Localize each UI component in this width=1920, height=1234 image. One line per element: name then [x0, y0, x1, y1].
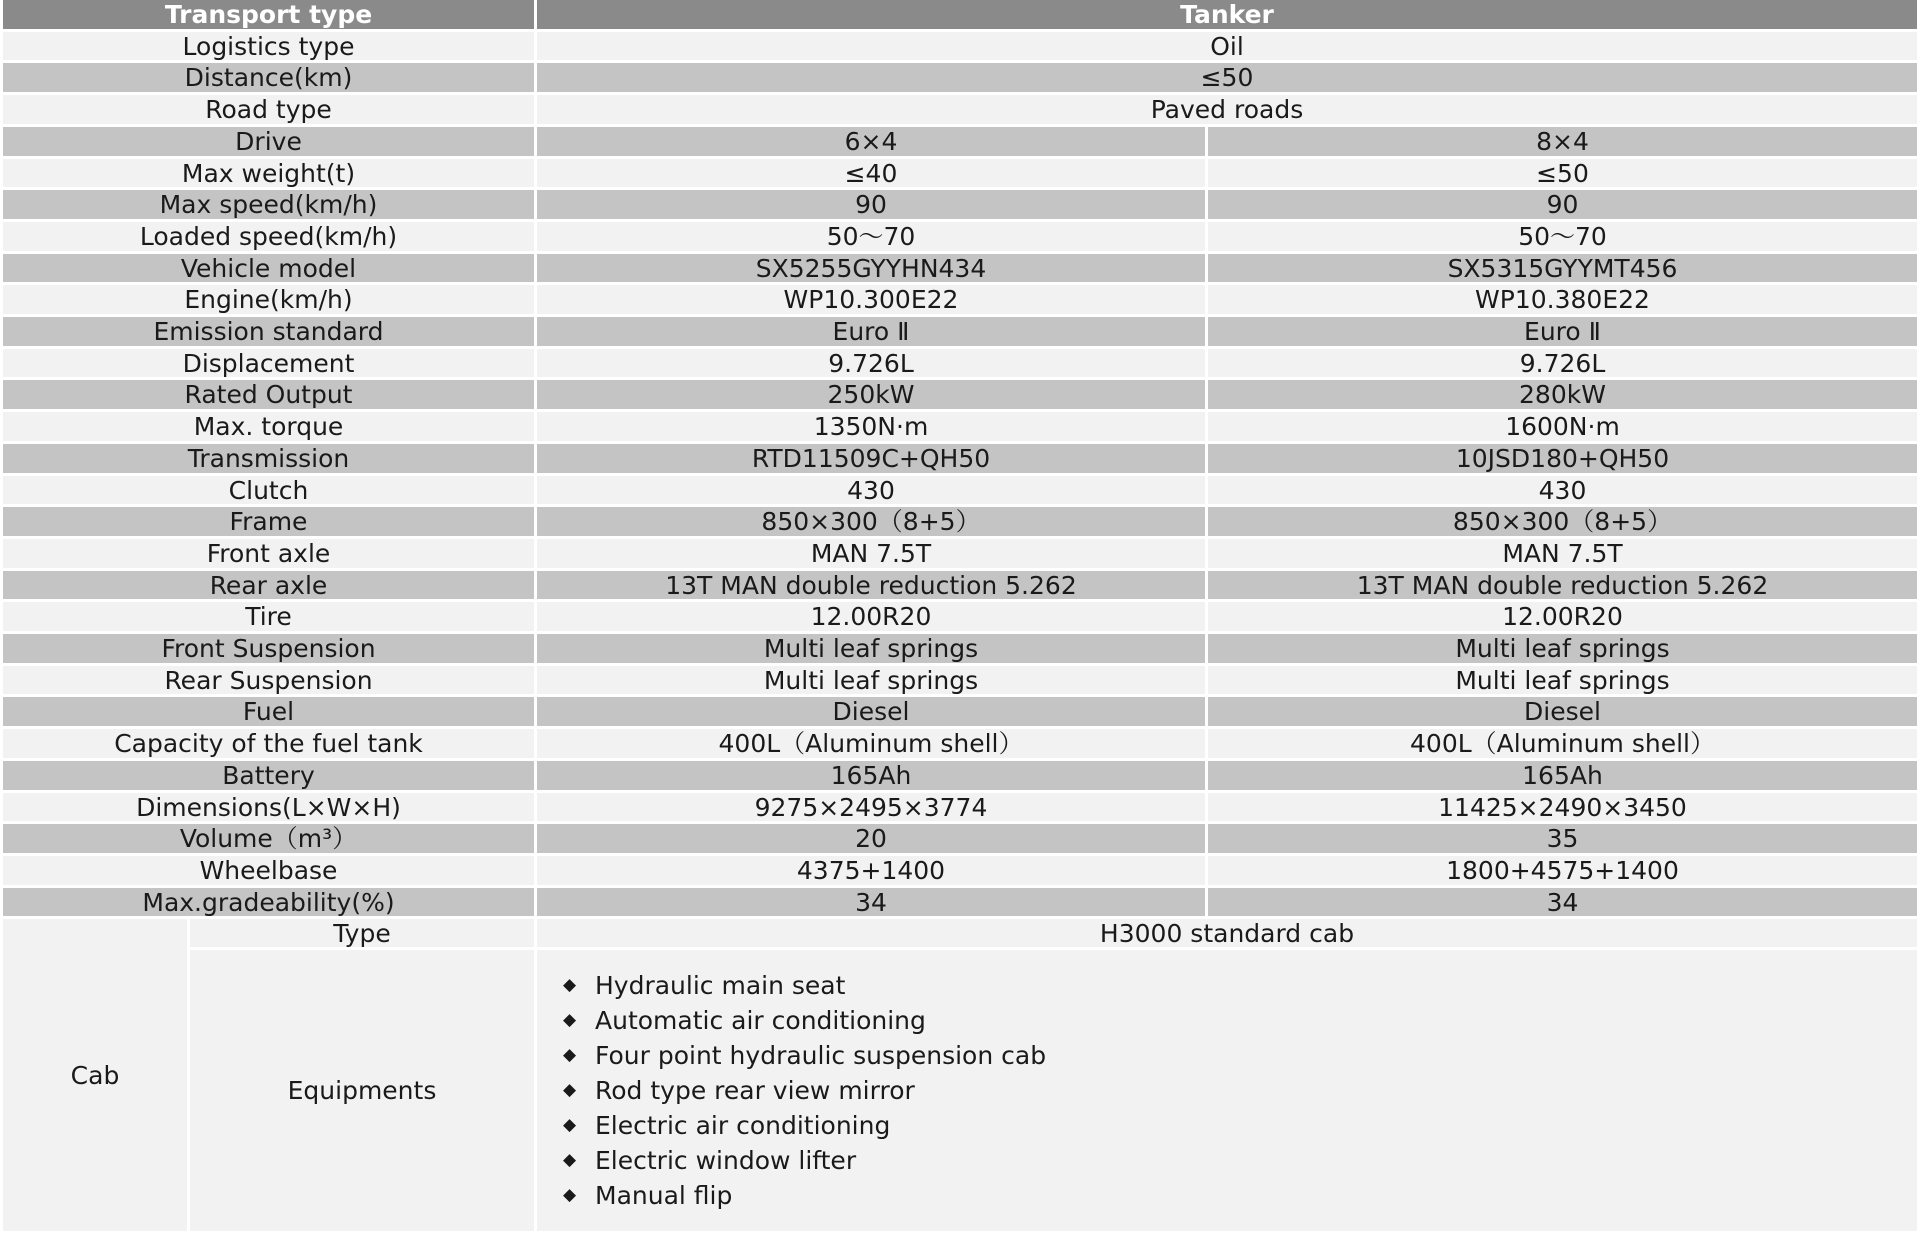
- row-label: Drive: [3, 127, 534, 156]
- equipment-item: [563, 1178, 1046, 1213]
- row-value-model-a: 20: [537, 824, 1205, 853]
- row-value-model-a: 250kW: [537, 380, 1205, 409]
- equipment-text: Automatic air conditioning: [595, 1006, 926, 1035]
- row-value-model-b: 34: [1208, 888, 1917, 916]
- row-value-model-b: 850×300（8+5）: [1208, 507, 1917, 536]
- equipment-text: Manual flip: [595, 1181, 733, 1210]
- row-value-model-b: Multi leaf springs: [1208, 634, 1917, 663]
- row-label: Max weight(t): [3, 159, 534, 187]
- row-value-model-a: MAN 7.5T: [537, 539, 1205, 568]
- equipment-text: Rod type rear view mirror: [595, 1076, 915, 1105]
- cab-label: Cab: [3, 919, 187, 1231]
- row-value-model-b: WP10.380E22: [1208, 285, 1917, 314]
- row-value-model-b: 13T MAN double reduction 5.262: [1208, 571, 1917, 599]
- row-value-model-a: 430: [537, 476, 1205, 504]
- row-label: Emission standard: [3, 317, 534, 346]
- row-value: Paved roads: [537, 95, 1917, 124]
- equipment-item: [563, 1073, 1046, 1108]
- row-value-model-a: 34: [537, 888, 1205, 916]
- equipment-item: [563, 968, 1046, 1003]
- row-value: ≤50: [537, 63, 1917, 92]
- row-value-model-b: 12.00R20: [1208, 602, 1917, 631]
- row-value-model-a: WP10.300E22: [537, 285, 1205, 314]
- row-label: Front axle: [3, 539, 534, 568]
- equipment-text: Electric window lifter: [595, 1146, 857, 1175]
- diamond-bullet-icon: ◆: [563, 1080, 577, 1100]
- cab-equipments-list: [537, 950, 1917, 1231]
- equipment-text: Electric air conditioning: [595, 1111, 891, 1140]
- row-value-model-b: 1600N·m: [1208, 412, 1917, 441]
- row-label: Max speed(km/h): [3, 190, 534, 219]
- row-value-model-a: Euro Ⅱ: [537, 317, 1205, 346]
- row-value-model-a: 13T MAN double reduction 5.262: [537, 571, 1205, 599]
- row-value-model-b: 9.726L: [1208, 349, 1917, 377]
- row-value-model-b: SX5315GYYMT456: [1208, 254, 1917, 282]
- cab-type-value: H3000 standard cab: [537, 919, 1917, 947]
- row-label: Rear axle: [3, 571, 534, 599]
- row-value-model-b: ≤50: [1208, 159, 1917, 187]
- equipment-list: [537, 968, 1046, 1213]
- row-label: Logistics type: [3, 32, 534, 60]
- row-label: Frame: [3, 507, 534, 536]
- header-value: Tanker: [537, 0, 1917, 29]
- diamond-bullet-icon: ◆: [563, 1150, 577, 1170]
- row-value-model-b: 50～70: [1208, 222, 1917, 251]
- row-value-model-a: 165Ah: [537, 761, 1205, 790]
- row-value-model-a: 90: [537, 190, 1205, 219]
- row-label: Loaded speed(km/h): [3, 222, 534, 251]
- row-label: Displacement: [3, 349, 534, 377]
- row-label: Engine(km/h): [3, 285, 534, 314]
- row-label: Clutch: [3, 476, 534, 504]
- row-label: Volume（m³）: [3, 824, 534, 853]
- row-value-model-b: 400L（Aluminum shell）: [1208, 729, 1917, 758]
- row-label: Max. torque: [3, 412, 534, 441]
- row-value-model-b: 430: [1208, 476, 1917, 504]
- row-value-model-a: 850×300（8+5）: [537, 507, 1205, 536]
- row-value-model-a: 1350N·m: [537, 412, 1205, 441]
- row-value-model-a: RTD11509C+QH50: [537, 444, 1205, 473]
- row-label: Fuel: [3, 697, 534, 726]
- row-value-model-a: 400L（Aluminum shell）: [537, 729, 1205, 758]
- diamond-bullet-icon: ◆: [563, 1010, 577, 1030]
- row-value-model-b: MAN 7.5T: [1208, 539, 1917, 568]
- row-value-model-b: Euro Ⅱ: [1208, 317, 1917, 346]
- row-value-model-a: Multi leaf springs: [537, 634, 1205, 663]
- cab-equipments-label: Equipments: [190, 950, 534, 1231]
- row-value-model-b: 35: [1208, 824, 1917, 853]
- row-value-model-a: 12.00R20: [537, 602, 1205, 631]
- equipment-item: [563, 1108, 1046, 1143]
- row-label: Wheelbase: [3, 856, 534, 885]
- row-value-model-b: Multi leaf springs: [1208, 666, 1917, 694]
- diamond-bullet-icon: ◆: [563, 975, 577, 995]
- row-value-model-a: Diesel: [537, 697, 1205, 726]
- row-value-model-b: 1800+4575+1400: [1208, 856, 1917, 885]
- header-label: Transport type: [3, 0, 534, 29]
- row-value-model-a: ≤40: [537, 159, 1205, 187]
- row-label: Distance(km): [3, 63, 534, 92]
- row-value-model-a: 9275×2495×3774: [537, 793, 1205, 821]
- equipment-text: Hydraulic main seat: [595, 971, 846, 1000]
- equipment-item: [563, 1143, 1046, 1178]
- row-label: Transmission: [3, 444, 534, 473]
- row-value-model-b: 90: [1208, 190, 1917, 219]
- diamond-bullet-icon: ◆: [563, 1045, 577, 1065]
- row-label: Dimensions(L×W×H): [3, 793, 534, 821]
- diamond-bullet-icon: ◆: [563, 1185, 577, 1205]
- row-value-model-b: 8×4: [1208, 127, 1917, 156]
- equipment-item: [563, 1038, 1046, 1073]
- row-value-model-b: 280kW: [1208, 380, 1917, 409]
- row-label: Battery: [3, 761, 534, 790]
- row-label: Max.gradeability(%): [3, 888, 534, 916]
- row-value-model-a: 9.726L: [537, 349, 1205, 377]
- row-label: Vehicle model: [3, 254, 534, 282]
- row-value-model-b: 10JSD180+QH50: [1208, 444, 1917, 473]
- row-value-model-b: 11425×2490×3450: [1208, 793, 1917, 821]
- row-label: Road type: [3, 95, 534, 124]
- row-label: Rear Suspension: [3, 666, 534, 694]
- equipment-text: Four point hydraulic suspension cab: [595, 1041, 1047, 1070]
- equipment-item: [563, 1003, 1046, 1038]
- row-label: Tire: [3, 602, 534, 631]
- row-value-model-a: SX5255GYYHN434: [537, 254, 1205, 282]
- row-value-model-a: 6×4: [537, 127, 1205, 156]
- row-label: Capacity of the fuel tank: [3, 729, 534, 758]
- row-value-model-b: 165Ah: [1208, 761, 1917, 790]
- row-value-model-a: 4375+1400: [537, 856, 1205, 885]
- row-value: Oil: [537, 32, 1917, 60]
- cab-type-label: Type: [190, 919, 534, 947]
- row-label: Rated Output: [3, 380, 534, 409]
- row-value-model-a: 50～70: [537, 222, 1205, 251]
- row-value-model-b: Diesel: [1208, 697, 1917, 726]
- diamond-bullet-icon: ◆: [563, 1115, 577, 1135]
- row-value-model-a: Multi leaf springs: [537, 666, 1205, 694]
- row-label: Front Suspension: [3, 634, 534, 663]
